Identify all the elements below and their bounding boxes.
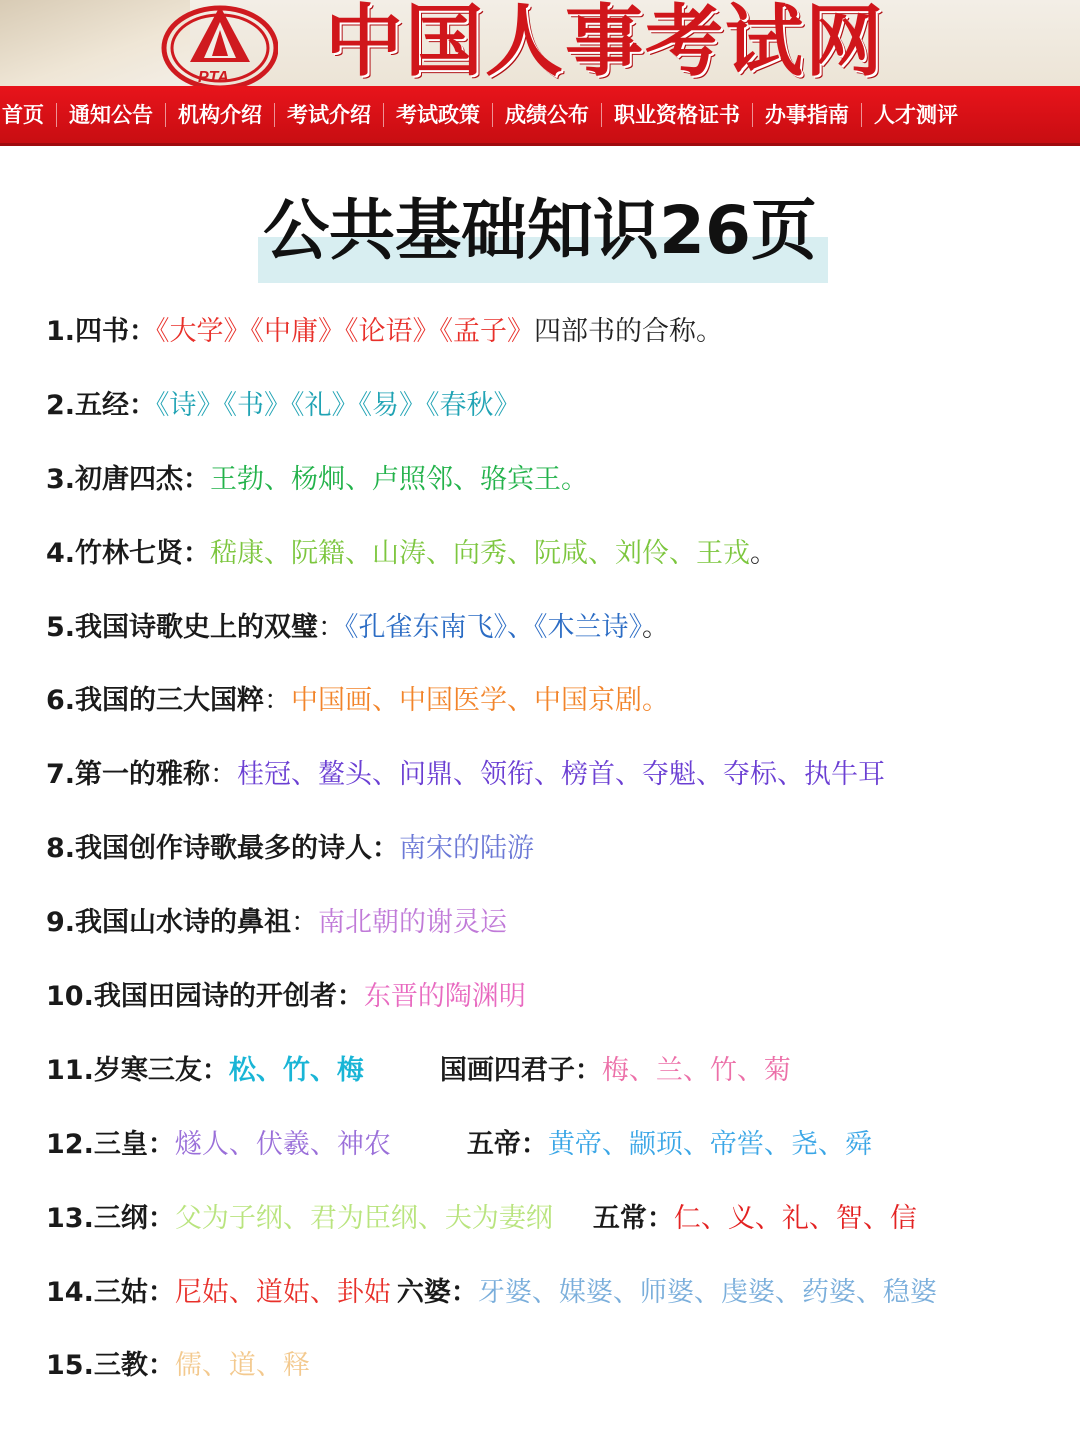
item-content: 儒、道、释: [174, 1350, 310, 1382]
item-content-2: 梅、兰、竹、菊: [601, 1054, 791, 1086]
nav-notices[interactable]: 通知公告: [57, 103, 166, 127]
item-label-2: 国画四君子：: [439, 1054, 602, 1086]
list-item: [46, 1041, 1066, 1115]
item-label-2: 六婆：: [396, 1276, 478, 1308]
list-item: [46, 376, 1066, 450]
item-content-2: 黄帝、颛顼、帝喾、尧、舜: [547, 1128, 872, 1160]
item-content: 《孔雀东南飞》、《木兰诗》: [345, 611, 643, 643]
list-item: [46, 819, 1066, 893]
list-item: [46, 893, 1066, 967]
item-label: 2.五经：: [46, 389, 157, 421]
logo-text: PTA: [198, 69, 229, 86]
item-label: 6.我国的三大国粹: [46, 685, 265, 717]
item-label-2: 五帝：: [466, 1128, 548, 1160]
nav-exam-intro[interactable]: 考试介绍: [275, 103, 384, 127]
list-item: [46, 967, 1066, 1041]
pta-logo[interactable]: [160, 0, 278, 86]
item-content-2: 牙婆、媒婆、师婆、虔婆、药婆、稳婆: [477, 1276, 937, 1308]
item-suffix: 。: [750, 537, 778, 569]
item-content: 桂冠、鳌头、问鼎、领衔、榜首、夺魁、夺标、执牛耳: [237, 759, 886, 791]
item-colon: ：: [210, 759, 238, 791]
item-content: 南北朝的谢灵运: [318, 907, 508, 939]
item-content: 嵇康、阮籍、山涛、向秀、阮咸、刘伶、王戎: [210, 537, 751, 569]
item-label-2: 五常：: [592, 1202, 674, 1234]
item-suffix: 四部书的合称。: [534, 316, 724, 347]
nav-exam-policy[interactable]: 考试政策: [384, 103, 493, 127]
nav-guide[interactable]: 办事指南: [753, 103, 862, 127]
item-content: 燧人、伏羲、神农: [174, 1128, 391, 1160]
main-navbar: [0, 86, 1080, 146]
item-label: 12.三皇：: [46, 1128, 175, 1160]
item-content: 中国画、中国医学、中国京剧。: [291, 685, 670, 717]
item-label: 7.第一的雅称: [46, 759, 211, 791]
item-label: 1.四书：: [46, 316, 157, 347]
list-item: [46, 450, 1066, 524]
nav-certificates[interactable]: 职业资格证书: [602, 103, 753, 127]
list-item: [46, 671, 1066, 745]
item-label: 9.我国山水诗的鼻祖: [46, 907, 292, 939]
item-label: 8.我国创作诗歌最多的诗人：: [46, 833, 400, 865]
item-label: 5.我国诗歌史上的双璧: [46, 611, 319, 643]
item-content: 南宋的陆游: [399, 833, 535, 865]
item-colon: ：: [318, 611, 346, 643]
site-banner: [0, 0, 1080, 86]
list-item: [46, 1336, 1066, 1410]
item-label: 13.三纲：: [46, 1202, 175, 1234]
list-item: [46, 745, 1066, 819]
item-suffix: 。: [642, 611, 670, 643]
list-item: [46, 302, 1066, 376]
list-item: [46, 1115, 1066, 1189]
item-label: 3.初唐四杰：: [46, 463, 211, 495]
item-content: 父为子纲、君为臣纲、夫为妻纲: [174, 1202, 553, 1234]
item-content: 松、竹、梅: [228, 1054, 364, 1086]
nav-institution[interactable]: 机构介绍: [166, 103, 275, 127]
item-label: 14.三姑：: [46, 1276, 175, 1308]
list-item: [46, 524, 1066, 598]
item-content: 东晋的陶渊明: [363, 981, 526, 1013]
item-content: 王勃、杨炯、卢照邻、骆宾王。: [210, 463, 589, 495]
item-content-2: 仁、义、礼、智、信: [673, 1202, 917, 1234]
page-title: 公共基础知识26页: [263, 192, 817, 269]
item-label: 4.竹林七贤：: [46, 537, 211, 569]
site-title: 中国人事考试网: [325, 0, 886, 86]
title-wrap: [0, 186, 1080, 276]
list-item: [46, 1189, 1066, 1263]
nav-scores[interactable]: 成绩公布: [493, 103, 602, 127]
item-content: 《大学》《中庸》《论语》《孟子》: [156, 316, 535, 347]
nav-talent-eval[interactable]: 人才测评: [874, 102, 958, 127]
item-label: 15.三教：: [46, 1350, 175, 1382]
list-item: [46, 598, 1066, 672]
nav-home[interactable]: 首页: [0, 103, 57, 127]
item-label: 11.岁寒三友：: [46, 1054, 229, 1086]
item-label: 10.我国田园诗的开创者：: [46, 981, 364, 1013]
item-colon: ：: [264, 685, 292, 717]
item-colon: ：: [291, 907, 319, 939]
item-content: 《诗》《书》《礼》《易》《春秋》: [156, 389, 521, 421]
list-item: [46, 1263, 1066, 1337]
knowledge-list: [46, 302, 1066, 1410]
item-content: 尼姑、道姑、卦姑: [174, 1276, 391, 1308]
